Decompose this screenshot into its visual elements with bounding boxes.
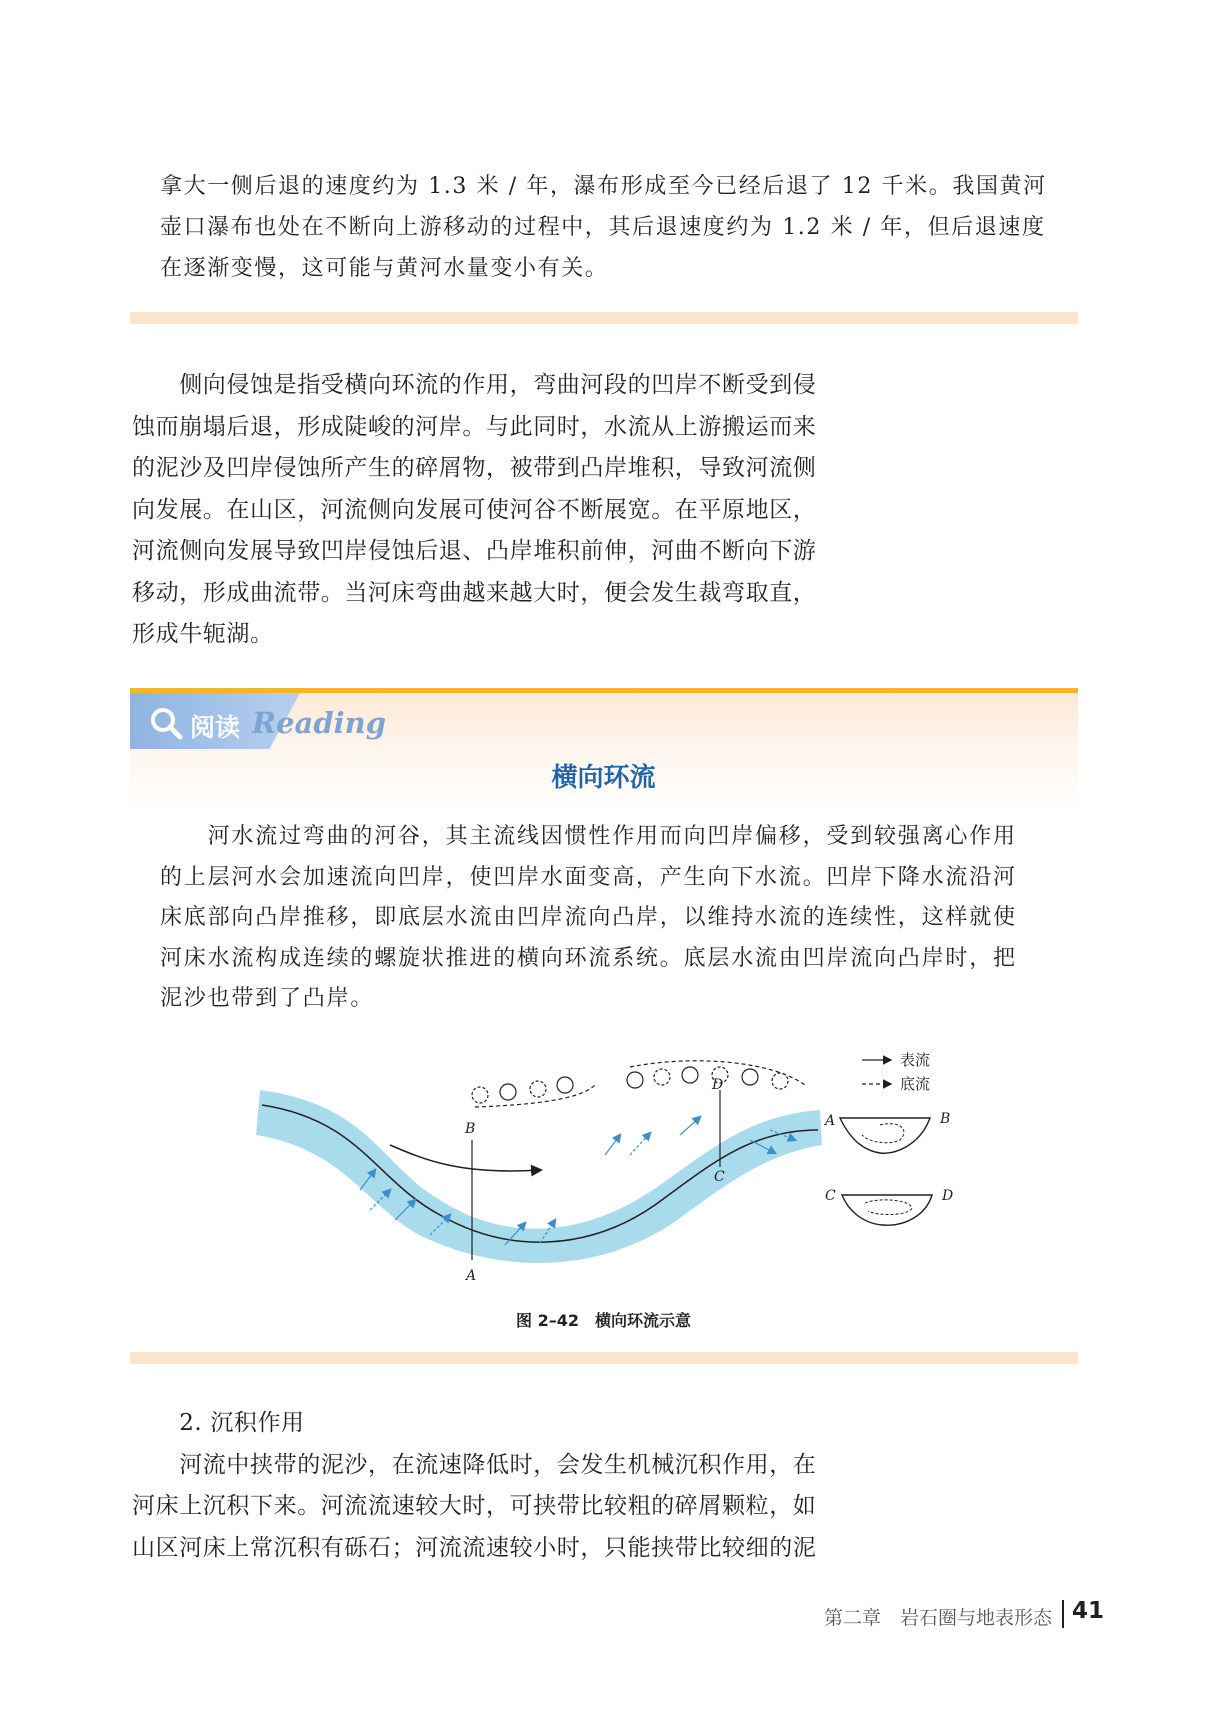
text-line: 河流中挟带的泥沙，在流速降低时，会发生机械沉积作用，在 [132,1451,817,1478]
text-line: 拿大一侧后退的速度约为 1.3 米 / 年，瀑布形成至今已经后退了 12 千米。我国黄河 [160,174,1047,199]
reading-label-en: Reading [252,706,386,740]
figure-caption: 图 2–42 横向环流示意 [516,1311,691,1330]
text-line: 山区河床上常沉积有砾石；河流流速较小时，只能挟带比较细的泥 [132,1534,817,1561]
label-b: B [465,1121,476,1137]
lateral-erosion-paragraph [132,365,816,656]
text-line: 在逐渐变慢，这可能与黄河水量变小有关。 [160,256,609,281]
text-line: 的上层河水会加速流向凹岸，使凹岸水面变高，产生向下水流。凹岸下降水流沿河 [160,864,1017,890]
cross-section-ab [840,1118,930,1153]
circulation-diagram [250,1045,970,1295]
footer-chapter: 第二章 岩石圈与地表形态 [823,1607,1052,1629]
legend-surface-flow: 表流 [900,1051,931,1069]
section-label-a: A [825,1113,836,1129]
reading-paragraph [160,817,1017,1020]
reading-title: 横向环流 [551,763,656,793]
section-label-c: C [825,1188,836,1204]
text-line: 壶口瀑布也处在不断向上游移动的过程中，其后退速度约为 1.2 米 / 年，但后退速度 [160,215,1046,240]
legend-bottom-flow: 底流 [900,1075,931,1093]
spiral-flow-symbols [472,1061,805,1107]
text-line: 河床水流构成连续的螺旋状推进的横向环流系统。底层水流由凹岸流向凸岸时，把 [160,945,1017,971]
section-heading: 2. 沉积作用 [132,1410,305,1436]
label-c: C [714,1169,725,1185]
continued-paragraph [160,166,1047,289]
circulation-cd [865,1200,912,1215]
section-label-d: D [942,1188,954,1204]
circulation-ab [862,1124,904,1143]
divider-bar [130,312,1078,324]
text-line: 的泥沙及凹岸侵蚀所产生的碎屑物，被带到凸岸堆积，导致河流侧 [132,455,817,481]
text-line: 河水流过弯曲的河谷，其主流线因惯性作用而向凹岸偏移，受到较强离心作用 [160,824,1017,849]
text-line: 向发展。在山区，河流侧向发展可使河谷不断展宽。在平原地区， [132,496,817,523]
magnifier-icon [148,705,184,741]
text-line: 侧向侵蚀是指受横向环流的作用，弯曲河段的凹岸不断受到侵 [132,372,817,398]
text-line: 形成牛轭湖。 [132,621,274,647]
text-line: 河流侧向发展导致凹岸侵蚀后退、凸岸堆积前伸，河曲不断向下游 [132,538,817,564]
text-line: 移动，形成曲流带。当河床弯曲越来越大时，便会发生裁弯取直， [132,579,817,606]
page-number: 41 [1072,1598,1105,1624]
text-line: 床底部向凸岸推移，即底层水流由凹岸流向凸岸，以维持水流的连续性，这样就使 [160,905,1017,930]
reading-top-border [130,688,1078,693]
label-d: D [712,1077,724,1093]
text-line: 泥沙也带到了凸岸。 [160,986,375,1011]
text-line: 河床上沉积下来。河流流速较大时，可挟带比较粗的碎屑颗粒，如 [132,1493,817,1519]
text-line: 蚀而崩塌后退，形成陡峻的河岸。与此同时，水流从上游搬运而来 [132,413,817,440]
footer-separator [1062,1600,1064,1628]
river-channel [256,1090,822,1263]
reading-label: 阅读 [190,713,241,742]
flow-arrow [390,1145,540,1171]
label-a: A [466,1268,477,1284]
deposition-section [132,1403,816,1569]
section-label-b: B [940,1111,951,1127]
divider-bar [130,1352,1078,1364]
